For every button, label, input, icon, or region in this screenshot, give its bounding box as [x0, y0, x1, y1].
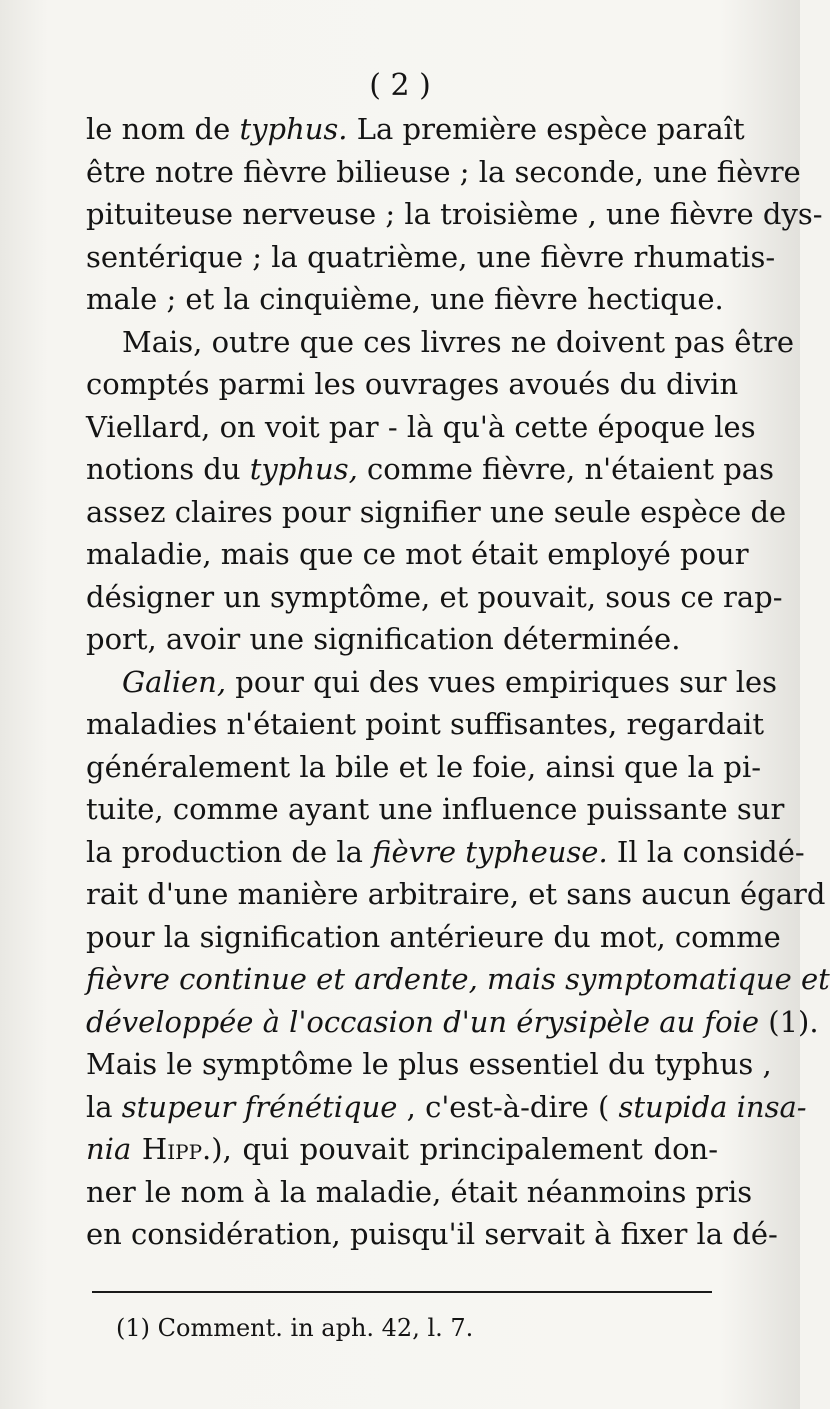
text-line: port, avoir une signification déterminée.	[86, 622, 681, 656]
footnote-rule	[92, 1291, 712, 1293]
text-line: en considération, puisqu'il servait à fixer la dé-	[86, 1217, 778, 1251]
text-line: assez claires pour signifier une seule espèce de	[86, 494, 787, 529]
text-line: généralement la bile et le foie, ainsi que la pi-	[86, 749, 762, 784]
text-line: rait d'une manière arbitraire, et sans aucun égard	[86, 877, 826, 911]
text-line: pituiteuse nerveuse ; la troisième , une fièvre dys-	[86, 197, 823, 231]
text-line: maladie, mais que ce mot était employé pour	[86, 537, 749, 571]
italic-term: stupida insa-	[618, 1089, 807, 1124]
text-line: maladies n'étaient point suffisantes, regardait	[86, 707, 764, 741]
italic-term: typhus.	[239, 112, 348, 146]
italic-quote: développée à l'occasion d'un érysipèle au foie	[86, 1004, 760, 1039]
text-line	[86, 958, 830, 1001]
text-line	[86, 1001, 819, 1044]
text-run: notions du	[86, 452, 250, 486]
text-run: pour qui des vues empiriques sur les	[226, 664, 778, 699]
text-line: ner le nom à la maladie, était néanmoins pris	[86, 1174, 753, 1209]
text-line: Mais le symptôme le plus essentiel du typhus ,	[86, 1047, 772, 1081]
text-run: comme fièvre, n'étaient pas	[357, 452, 774, 486]
text-line: être notre fièvre bilieuse ; la seconde, une fièvre	[86, 154, 801, 189]
text-line	[86, 108, 745, 151]
paragraph-start: Mais, outre que ces livres ne doivent pas être	[122, 324, 795, 359]
italic-term: stupeur frénétique	[121, 1089, 398, 1124]
text-line: comptés parmi les ouvrages avoués du divin	[86, 367, 739, 401]
text-line: désigner un symptôme, et pouvait, sous ce rap-	[86, 579, 783, 614]
author-abbreviation: Hipp.	[131, 1132, 212, 1166]
italic-term: typhus,	[249, 452, 358, 486]
text-line: male ; et la cinquième, une fièvre hectique.	[86, 282, 724, 316]
footnote-reference: (1).	[759, 1004, 819, 1039]
text-line: tuite, comme ayant une influence puissante sur	[86, 792, 785, 826]
text-run: La première espèce paraît	[347, 112, 745, 146]
text-run: ), qui pouvait principalement don-	[211, 1132, 719, 1166]
italic-name: Galien,	[122, 664, 227, 699]
body-text	[86, 108, 830, 1256]
text-line	[86, 448, 774, 491]
footnote: (1) Comment. in aph. 42, l. 7.	[116, 1314, 474, 1342]
italic-term: fièvre typheuse.	[372, 834, 608, 869]
text-line	[86, 831, 805, 874]
text-run: Il la considé-	[607, 834, 805, 869]
text-line: pour la signification antérieure du mot, comme	[86, 919, 781, 954]
text-run: le nom de	[86, 112, 240, 146]
text-run: la	[86, 1089, 122, 1124]
text-line: sentérique ; la quatrième, une fièvre rhumatis-	[86, 239, 776, 274]
text-run: , c'est-à-dire (	[397, 1089, 619, 1124]
italic-term: nia	[86, 1132, 132, 1166]
text-line	[86, 1128, 718, 1171]
paragraph-start	[86, 661, 778, 704]
text-run: la production de la	[86, 834, 373, 869]
text-line	[86, 1086, 807, 1129]
page-number: ( 2 )	[369, 68, 431, 103]
text-line: Viellard, on voit par - là qu'à cette époque les	[86, 409, 756, 444]
italic-quote: fièvre continue et ardente, mais symptomatique et	[86, 962, 830, 996]
